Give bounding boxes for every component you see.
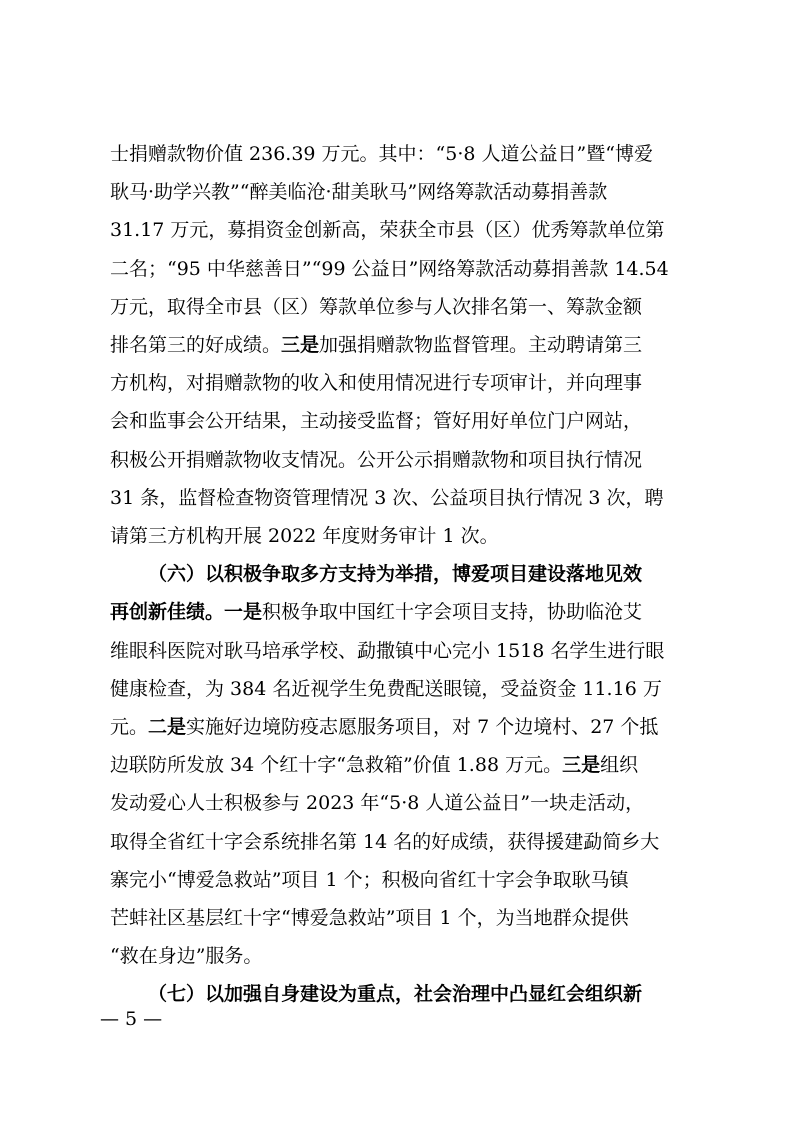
text-line: 发动爱心人士积极参与 2023 年“5·8 人道公益日”一块走活动， (110, 792, 645, 815)
text-line: “救在身边”服务。 (110, 945, 263, 968)
bold-keyword: 三是 (562, 754, 601, 777)
text-line: 请第三方机构开展 2022 年度财务审计 1 次。 (110, 525, 499, 548)
paragraph-7 (110, 975, 695, 1013)
page-number: — 5 — (100, 1008, 163, 1030)
text-line (110, 326, 695, 364)
text-line: 芒蚌社区基层红十字“博爱急救站”项目 1 个，为当地群众提供 (110, 907, 629, 930)
document-body (110, 135, 695, 1014)
bold-keyword: 二是 (148, 716, 187, 739)
text-run: 元。 (110, 716, 149, 739)
text-run: 实施好边境防疫志愿服务项目，对 7 个边境村、27 个抵 (186, 716, 659, 739)
section-heading-7: （七）以加强自身建设为重点，社会治理中凸显红会组织新 (148, 983, 643, 1006)
text-line: 会和监事会公开结果，主动接受监督；管好用好单位门户网站， (110, 410, 643, 433)
text-run: 组织 (600, 754, 639, 777)
bold-keyword: 一是 (224, 601, 263, 624)
text-run: 加强捐赠款物监督管理。主动聘请第三 (319, 334, 643, 357)
text-line: 万元，取得全市县（区）筹款单位参与人次排名第一、筹款金额 (110, 295, 643, 318)
text-line: 方机构，对捐赠款物的收入和使用情况进行专项审计，并向理事 (110, 372, 643, 395)
text-run: 积极争取中国红十字会项目支持，协助临沧艾 (262, 601, 643, 624)
text-line: 维眼科医院对耿马培承学校、勐撒镇中心完小 1518 名学生进行眼 (110, 639, 665, 662)
text-line: 31 条，监督检查物资管理情况 3 次、公益项目执行情况 3 次，聘 (110, 486, 664, 509)
text-line: 耿马·助学兴教”“醉美临沧·甜美耿马”网络筹款活动募捐善款 (110, 181, 608, 204)
text-line: 健康检查，为 384 名近视学生免费配送眼镜，受益资金 11.16 万 (110, 677, 662, 700)
text-line: 士捐赠款物价值 236.39 万元。其中：“5·8 人道公益日”暨“博爱 (110, 143, 653, 165)
text-run: 排名第三的好成绩。 (110, 334, 282, 357)
text-line: 二名；“95 中华慈善日”“99 公益日”网络筹款活动募捐善款 14.54 (110, 257, 669, 280)
text-line: 31.17 万元，募捐资金创新高，荣获全市县（区）优秀筹款单位第 (110, 219, 665, 242)
section-heading-6: （六）以积极争取多方支持为举措，博爱项目建设落地见效 (148, 563, 643, 586)
paragraph-5-continued (110, 135, 695, 555)
section-heading-6-cont: 再创新佳绩。 (110, 601, 225, 624)
text-line: 积极公开捐赠款物收支情况。公开公示捐赠款物和项目执行情况 (110, 448, 643, 471)
text-line (110, 593, 695, 631)
text-line: 取得全省红十字会系统排名第 14 名的好成绩，获得援建勐简乡大 (110, 830, 660, 853)
bold-keyword: 三是 (281, 334, 320, 357)
text-run: 边联防所发放 34 个红十字“急救箱”价值 1.88 万元。 (110, 754, 563, 777)
text-line (110, 708, 695, 746)
text-line (110, 746, 695, 784)
paragraph-6 (110, 555, 695, 975)
text-line: 寨完小“博爱急救站”项目 1 个；积极向省红十字会争取耿马镇 (110, 868, 629, 891)
